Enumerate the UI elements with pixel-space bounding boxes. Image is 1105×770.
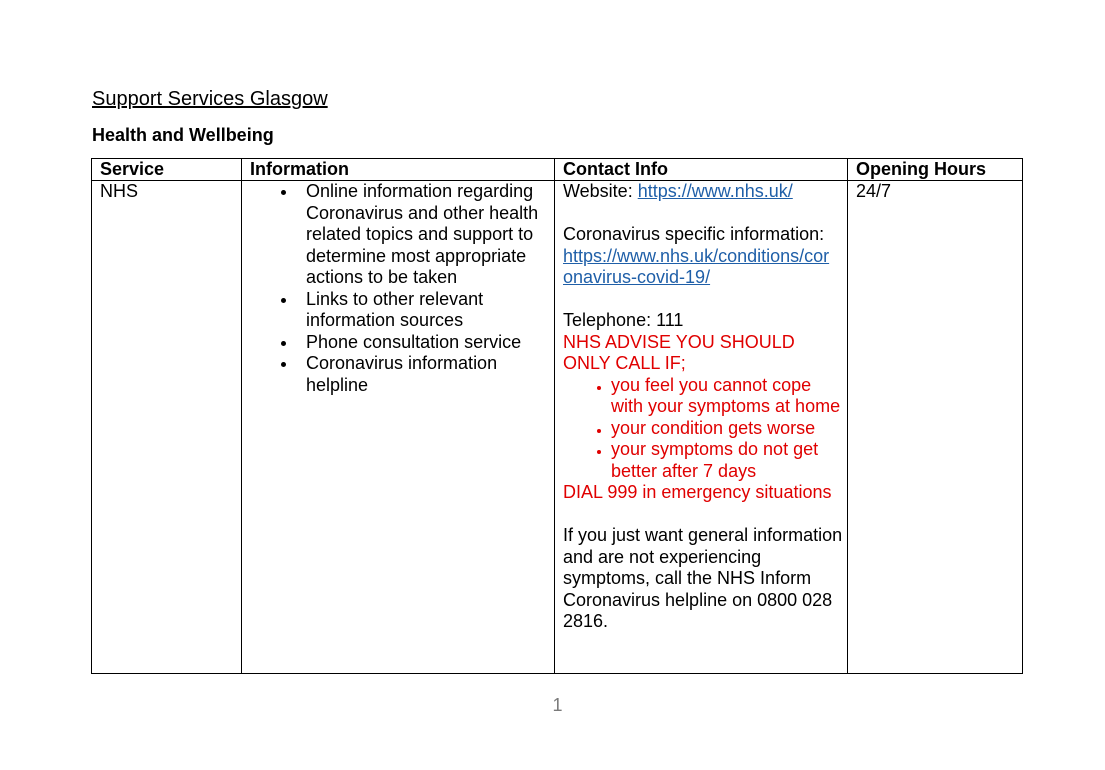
page-number: 1 <box>552 695 563 715</box>
contact-info-cell <box>555 181 848 674</box>
document-title: Support Services Glasgow <box>92 88 328 110</box>
information-list <box>250 181 554 396</box>
list-item: • your symptoms do not get better after 7 days <box>611 439 847 482</box>
covid-link-part1: https://www.nhs.uk/conditions/cor <box>563 245 830 266</box>
header-contact-info: Contact Info <box>555 159 848 181</box>
information-cell <box>242 181 555 674</box>
website-label: Website: <box>563 181 638 201</box>
header-information: Information <box>242 159 555 181</box>
telephone-line: Telephone: 111 <box>563 310 684 330</box>
covid-link-line <box>563 246 847 289</box>
covid-info-label: Coronavirus specific information: <box>563 224 825 244</box>
opening-hours-cell: 24/7 <box>848 181 1023 674</box>
general-info-text: If you just want general information and are not experiencing symptoms, call the NHS Inform Coronavirus helpline on 0800 028 2816. <box>563 525 843 631</box>
emergency-notice: DIAL 999 in emergency situations <box>563 482 832 502</box>
list-item: • Links to other relevant information sources <box>298 289 554 332</box>
list-item: • you feel you cannot cope with your symptoms at home <box>611 375 847 418</box>
list-item: • Coronavirus information helpline <box>298 353 554 396</box>
covid-info-link[interactable] <box>563 246 829 288</box>
services-table <box>91 158 1023 674</box>
list-item: • Phone consultation service <box>298 332 554 354</box>
covid-link-part2: onavirus-covid-19/ <box>563 267 711 287</box>
website-line <box>563 181 847 203</box>
section-heading: Health and Wellbeing <box>92 125 274 145</box>
list-item: • Online information regarding Coronavirus and other health related topics and support to determine most appropriate actions to be taken <box>298 181 554 289</box>
call-conditions-list <box>563 375 847 483</box>
service-cell: NHS <box>92 181 242 674</box>
header-service: Service <box>92 159 242 181</box>
table-row <box>92 181 1023 674</box>
nhs-website-link[interactable]: https://www.nhs.uk/ <box>637 181 793 201</box>
table-header-row <box>92 159 1023 181</box>
list-item: • your condition gets worse <box>611 418 847 440</box>
header-opening-hours: Opening Hours <box>848 159 1023 181</box>
advise-line-1: NHS ADVISE YOU SHOULD <box>563 331 795 352</box>
advise-line-2: ONLY CALL IF; <box>563 353 686 373</box>
